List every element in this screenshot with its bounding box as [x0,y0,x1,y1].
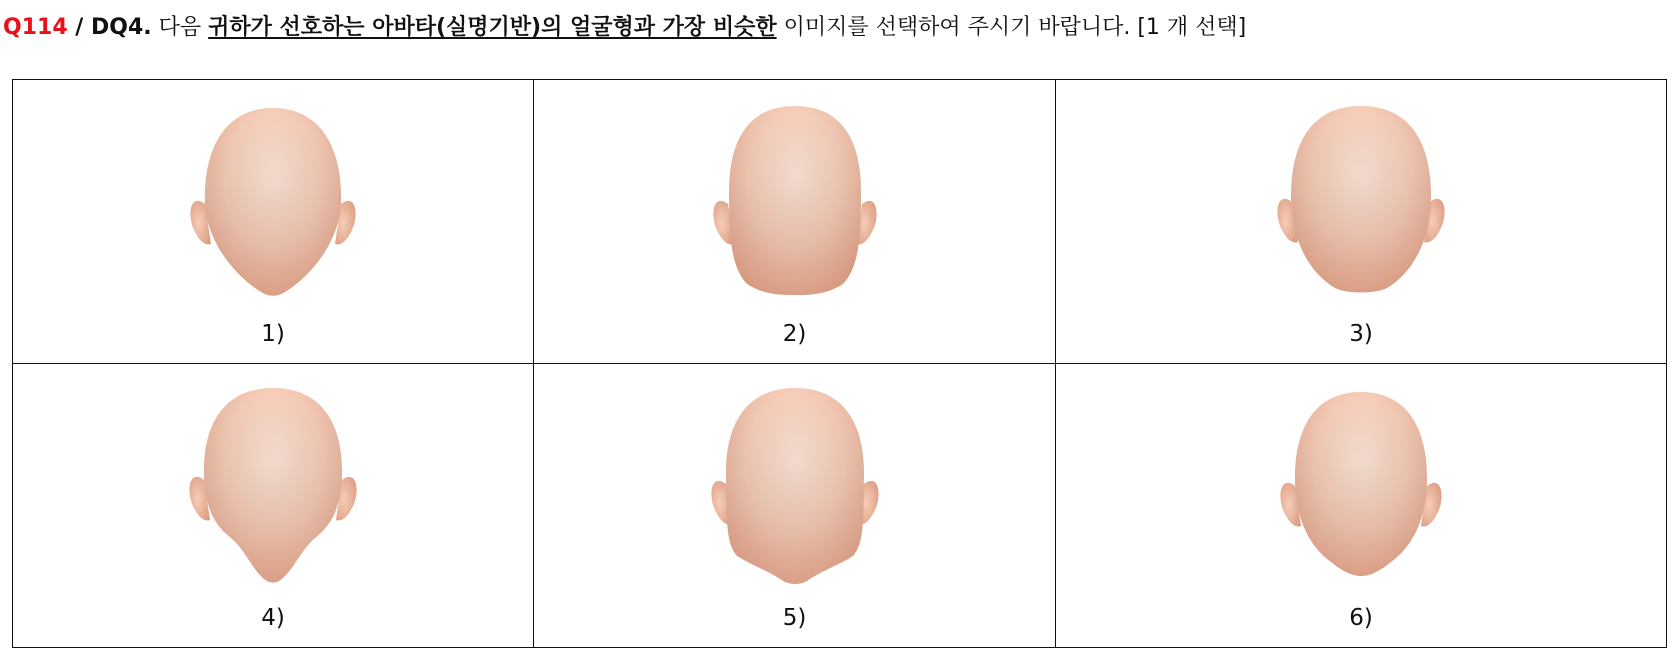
face-shape-round-icon[interactable] [1261,92,1461,312]
question-id: Q114 [3,15,68,40]
option-cell-1[interactable] [13,80,534,364]
face-shape-heart-icon[interactable] [173,376,373,596]
option-cell-2[interactable] [534,80,1056,364]
options-grid [12,79,1667,648]
option-cell-4[interactable] [13,364,534,648]
option-cell-3[interactable] [1056,80,1667,364]
option-cell-6[interactable] [1056,364,1667,648]
face-shape-rounded-oval-icon[interactable] [1261,376,1461,596]
question-text-after: 이미지를 선택하여 주시기 바랍니다. [1 개 선택] [776,15,1247,40]
option-label-2: 2) [782,321,807,347]
option-label-4: 4) [261,605,285,631]
face-shape-oval-icon[interactable] [173,92,373,312]
question-text-before: 다음 [151,15,209,40]
question-text [3,13,1246,43]
option-cell-5[interactable] [534,364,1056,648]
option-label-3: 3) [1349,321,1373,347]
face-shape-rectangle-icon[interactable] [695,92,895,312]
question-text-emphasis: 귀하가 선호하는 아바타(실명기반)의 얼굴형과 가장 비슷한 [208,15,777,40]
option-label-5: 5) [782,605,807,631]
question-separator: / [67,15,91,40]
option-label-1: 1) [261,321,285,347]
question-code: DQ4. [90,15,152,40]
option-label-6: 6) [1349,605,1373,631]
face-shape-square-jaw-icon[interactable] [695,376,895,596]
options-row [13,364,1667,648]
options-row [13,80,1667,364]
